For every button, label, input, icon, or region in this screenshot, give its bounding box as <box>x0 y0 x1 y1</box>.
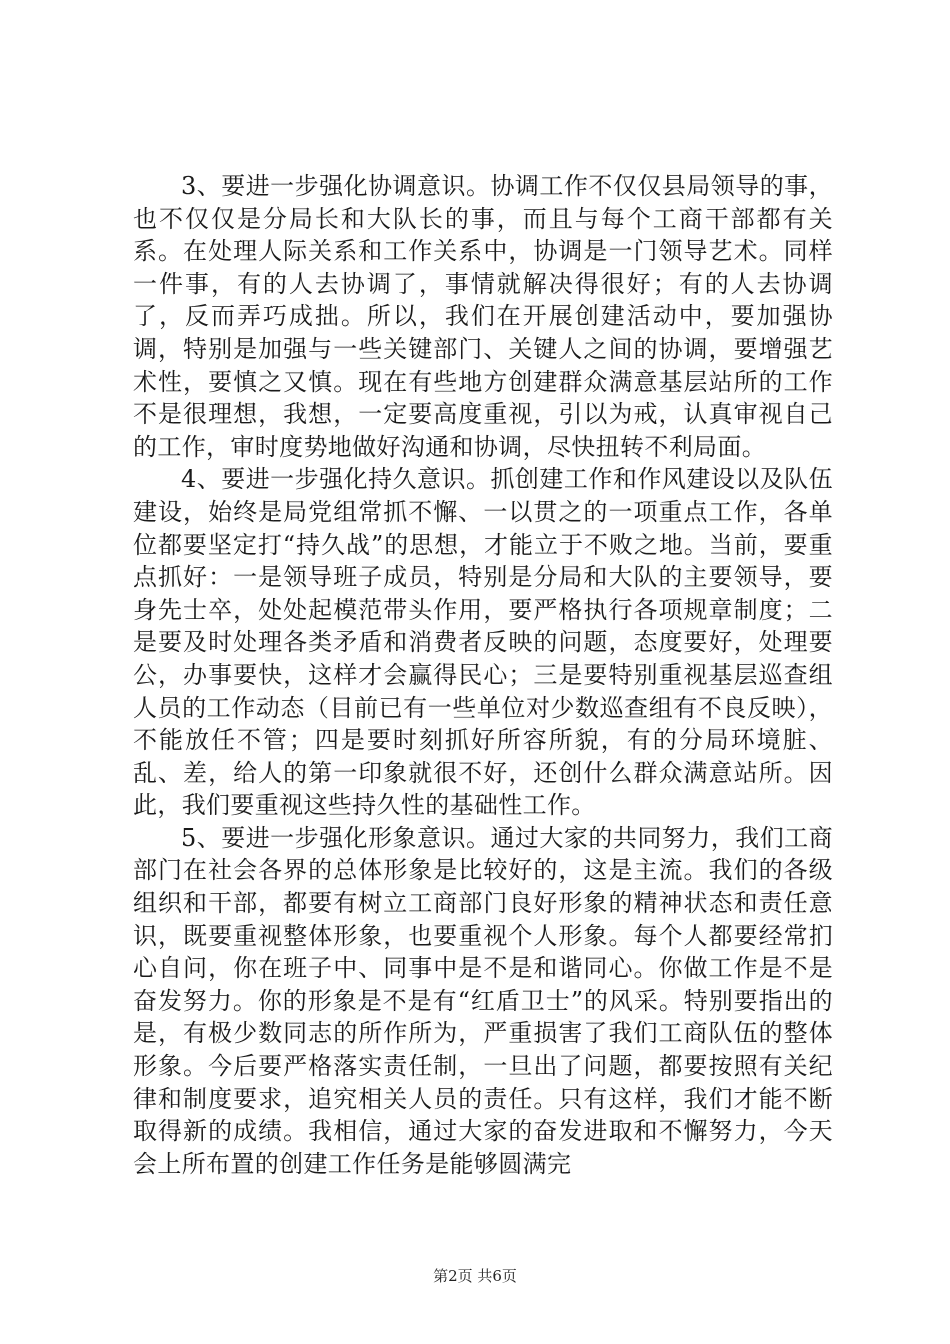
paragraph-item-4: 4、要进一步强化持久意识。抓创建工作和作风建设以及队伍建设，始终是局党组常抓不懈、一以贯之的一项重点工作，各单位都要坚定打“持久战”的思想，才能立于不败之地。当前，要重点抓好：一是领导班子成员，特别是分局和大队的主要领导，要身先士卒，处处起模范带头作用，要严格执行各项规章制度；二是要及时处理各类矛盾和消费者反映的问题，态度要好，处理要公，办事要快，这样才会赢得民心；三是要特别重视基层巡查组人员的工作动态（目前已有一些单位对少数巡查组有不良反映），不能放任不管；四是要时刻抓好所容所貌，有的分局环境脏、乱、差，给人的第一印象就很不好，还创什么群众满意站所。因此，我们要重视这些持久性的基础性工作。 <box>133 465 833 820</box>
document-body <box>133 170 833 1180</box>
page-number-footer: 第2页 共6页 <box>433 1267 517 1285</box>
paragraph-item-5: 5、要进一步强化形象意识。通过大家的共同努力，我们工商部门在社会各界的总体形象是比较好的，这是主流。我们的各级组织和干部，都要有树立工商部门良好形象的精神状态和责任意识，既要重视整体形象，也要重视个人形象。每个人都要经常扪心自问，你在班子中、同事中是不是和谐同心。你做工作是不是奋发努力。你的形象是不是有“红盾卫士”的风采。特别要指出的是，有极少数同志的所作所为，严重损害了我们工商队伍的整体形象。今后要严格落实责任制，一旦出了问题，都要按照有关纪律和制度要求，追究相关人员的责任。只有这样，我们才能不断取得新的成绩。我相信，通过大家的奋发进取和不懈努力，今天会上所布置的创建工作任务是能够圆满完 <box>133 823 833 1178</box>
paragraph-item-3: 3、要进一步强化协调意识。协调工作不仅仅县局领导的事，也不仅仅是分局长和大队长的事，而且与每个工商干部都有关系。在处理人际关系和工作关系中，协调是一门领导艺术。同样一件事，有的人去协调了，事情就解决得很好；有的人去协调了，反而弄巧成拙。所以，我们在开展创建活动中，要加强协调，特别是加强与一些关键部门、关键人之间的协调，要增强艺术性，要慎之又慎。现在有些地方创建群众满意基层站所的工作不是很理想，我想，一定要高度重视，引以为戒，认真审视自己的工作，审时度势地做好沟通和协调，尽快扭转不利局面。 <box>133 172 833 461</box>
